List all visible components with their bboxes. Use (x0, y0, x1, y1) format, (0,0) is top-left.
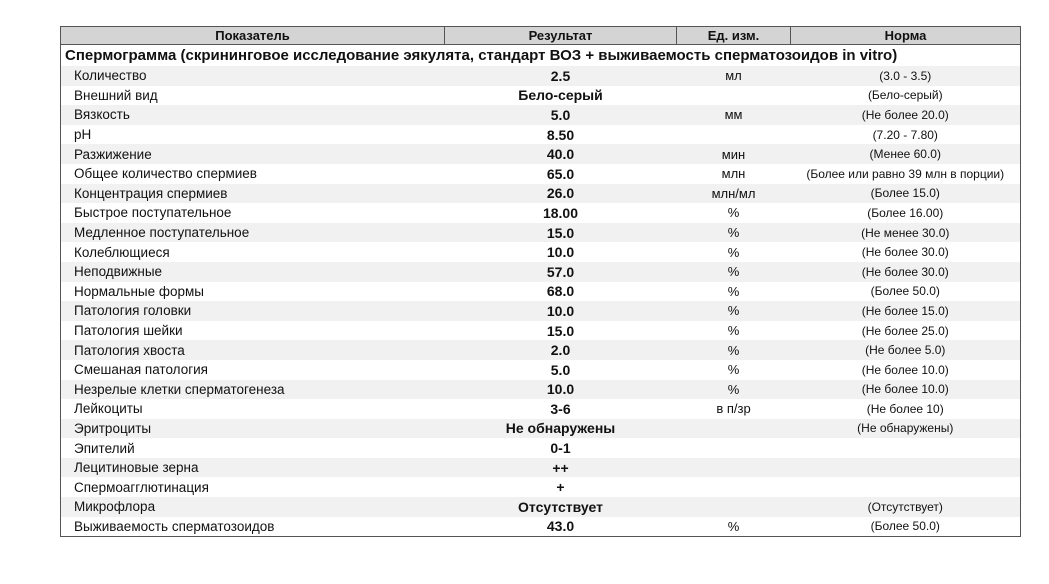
cell-result: 10.0 (445, 242, 677, 262)
cell-indicator: Эритроциты (61, 419, 445, 439)
cell-result: ++ (445, 458, 677, 478)
cell-result: 8.50 (445, 125, 677, 145)
cell-result: 0-1 (445, 438, 677, 458)
table-row (61, 223, 1021, 243)
cell-indicator: Неподвижные (61, 262, 445, 282)
cell-indicator: Разжижение (61, 144, 445, 164)
cell-unit: % (677, 242, 791, 262)
cell-indicator: Концентрация спермиев (61, 184, 445, 204)
spermogram-table (60, 26, 1021, 537)
cell-indicator: pH (61, 125, 445, 145)
cell-unit: % (677, 282, 791, 302)
cell-unit: мин (677, 144, 791, 164)
cell-result: 5.0 (445, 105, 677, 125)
cell-norm: (Более или равно 39 млн в порции) (791, 164, 1021, 184)
table-header (61, 27, 1021, 45)
cell-indicator: Общее количество спермиев (61, 164, 445, 184)
table-row (61, 360, 1021, 380)
cell-unit: млн/мл (677, 184, 791, 204)
table-row (61, 164, 1021, 184)
cell-norm: (Не более 5.0) (791, 340, 1021, 360)
table-row (61, 203, 1021, 223)
cell-unit: % (677, 262, 791, 282)
cell-norm (791, 477, 1021, 497)
cell-unit: % (677, 380, 791, 400)
table-row (61, 380, 1021, 400)
header-indicator: Показатель (61, 27, 445, 45)
header-result: Результат (445, 27, 677, 45)
cell-norm: (Не менее 30.0) (791, 223, 1021, 243)
cell-indicator: Спермоагглютинация (61, 477, 445, 497)
cell-norm: (Отсутствует) (791, 497, 1021, 517)
header-norm: Норма (791, 27, 1021, 45)
cell-indicator: Медленное поступательное (61, 223, 445, 243)
cell-norm: (Не более 10) (791, 399, 1021, 419)
cell-norm: (Менее 60.0) (791, 144, 1021, 164)
lab-results-sheet (60, 26, 1020, 537)
cell-indicator: Эпителий (61, 438, 445, 458)
cell-result: 2.5 (445, 66, 677, 86)
cell-norm: (Не более 10.0) (791, 360, 1021, 380)
table-row (61, 282, 1021, 302)
cell-unit: % (677, 340, 791, 360)
cell-unit (677, 497, 791, 517)
cell-norm: (Бело-серый) (791, 86, 1021, 106)
cell-norm: (Более 50.0) (791, 282, 1021, 302)
cell-unit: % (677, 360, 791, 380)
table-row (61, 184, 1021, 204)
table-row (61, 517, 1021, 537)
cell-unit: в п/зр (677, 399, 791, 419)
cell-result: 26.0 (445, 184, 677, 204)
table-row (61, 419, 1021, 439)
cell-norm: (Не более 30.0) (791, 262, 1021, 282)
cell-indicator: Незрелые клетки сперматогенеза (61, 380, 445, 400)
cell-indicator: Микрофлора (61, 497, 445, 517)
cell-unit: млн (677, 164, 791, 184)
table-row (61, 144, 1021, 164)
header-unit: Ед. изм. (677, 27, 791, 45)
cell-result: Не обнаружены (445, 419, 677, 439)
cell-unit: % (677, 517, 791, 537)
table-row (61, 399, 1021, 419)
cell-indicator: Колеблющиеся (61, 242, 445, 262)
cell-indicator: Вязкость (61, 105, 445, 125)
cell-norm: (Не более 15.0) (791, 301, 1021, 321)
cell-indicator: Патология головки (61, 301, 445, 321)
table-row (61, 242, 1021, 262)
cell-indicator: Лейкоциты (61, 399, 445, 419)
cell-unit (677, 458, 791, 478)
table-row (61, 340, 1021, 360)
cell-unit (677, 419, 791, 439)
cell-unit (677, 125, 791, 145)
cell-result: 68.0 (445, 282, 677, 302)
cell-indicator: Патология шейки (61, 321, 445, 341)
cell-unit: мм (677, 105, 791, 125)
cell-result: 40.0 (445, 144, 677, 164)
cell-unit: % (677, 203, 791, 223)
section-row (61, 45, 1021, 67)
cell-norm: (7.20 - 7.80) (791, 125, 1021, 145)
cell-unit: % (677, 223, 791, 243)
cell-norm: (Не более 25.0) (791, 321, 1021, 341)
table-row (61, 477, 1021, 497)
cell-norm: (Не более 20.0) (791, 105, 1021, 125)
cell-unit (677, 477, 791, 497)
cell-norm: (Не более 30.0) (791, 242, 1021, 262)
table-row (61, 105, 1021, 125)
cell-result: 57.0 (445, 262, 677, 282)
cell-norm: (Не обнаружены) (791, 419, 1021, 439)
table-row (61, 301, 1021, 321)
cell-indicator: Количество (61, 66, 445, 86)
cell-result: 18.00 (445, 203, 677, 223)
table-row (61, 262, 1021, 282)
cell-unit: % (677, 301, 791, 321)
cell-unit (677, 86, 791, 106)
cell-result: Отсутствует (445, 497, 677, 517)
cell-result: 5.0 (445, 360, 677, 380)
cell-indicator: Патология хвоста (61, 340, 445, 360)
cell-result: 65.0 (445, 164, 677, 184)
table-row (61, 438, 1021, 458)
cell-indicator: Нормальные формы (61, 282, 445, 302)
cell-result: 43.0 (445, 517, 677, 537)
cell-indicator: Быстрое поступательное (61, 203, 445, 223)
cell-norm: (Не более 10.0) (791, 380, 1021, 400)
cell-result: 15.0 (445, 223, 677, 243)
cell-result: + (445, 477, 677, 497)
cell-unit: % (677, 321, 791, 341)
cell-result: 10.0 (445, 380, 677, 400)
cell-result: Бело-серый (445, 86, 677, 106)
cell-result: 3-6 (445, 399, 677, 419)
cell-norm: (Более 50.0) (791, 517, 1021, 537)
cell-result: 10.0 (445, 301, 677, 321)
cell-norm (791, 438, 1021, 458)
cell-indicator: Лецитиновые зерна (61, 458, 445, 478)
cell-norm: (Более 15.0) (791, 184, 1021, 204)
table-row (61, 497, 1021, 517)
cell-norm: (Более 16.00) (791, 203, 1021, 223)
table-row (61, 66, 1021, 86)
table-row (61, 321, 1021, 341)
table-row (61, 125, 1021, 145)
table-row (61, 458, 1021, 478)
cell-unit (677, 438, 791, 458)
cell-unit: мл (677, 66, 791, 86)
cell-norm: (3.0 - 3.5) (791, 66, 1021, 86)
cell-indicator: Смешаная патология (61, 360, 445, 380)
table-row (61, 86, 1021, 106)
cell-indicator: Внешний вид (61, 86, 445, 106)
section-title: Спермограмма (скрининговое исследование эякулята, стандарт ВОЗ + выживаемость сперматозоидов in vitro) (61, 45, 1021, 67)
cell-norm (791, 458, 1021, 478)
cell-result: 15.0 (445, 321, 677, 341)
cell-indicator: Выживаемость сперматозоидов (61, 517, 445, 537)
cell-result: 2.0 (445, 340, 677, 360)
